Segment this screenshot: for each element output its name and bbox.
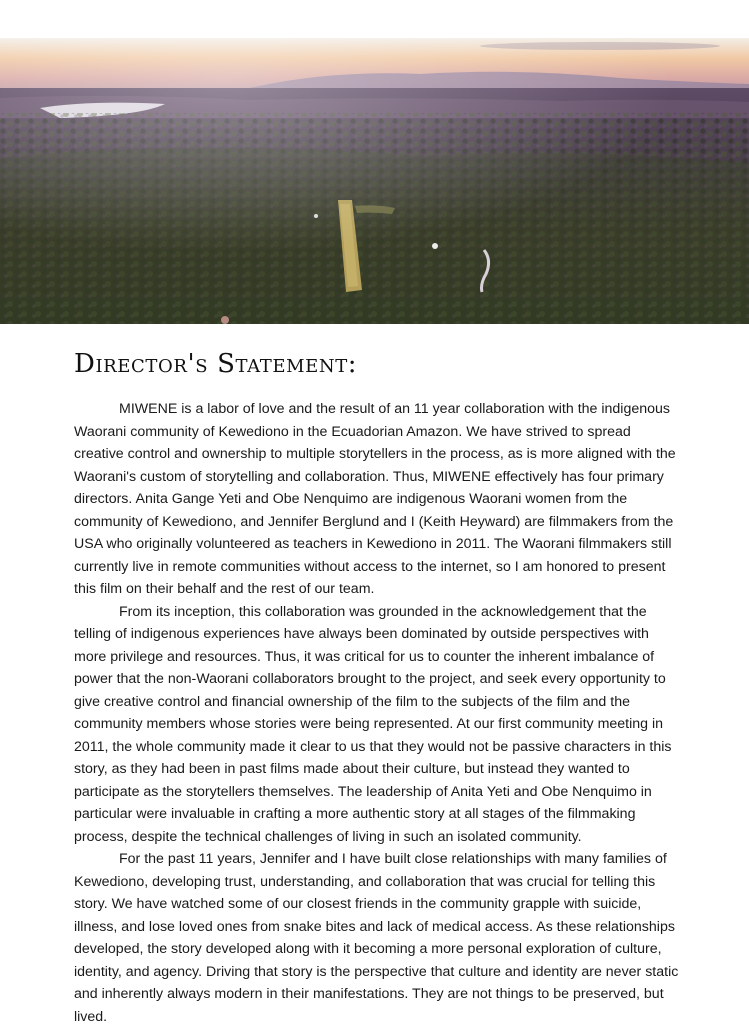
statement-paragraph-3: For the past 11 years, Jennifer and I have built close relationships with many families of Kewediono, developing trust, understanding, and collaboration that was crucial for telling this story. We have watched some of our closest friends in the community grapple with suicide, illness, and lose loved ones from snake bites and lack of medical access. As these relationships developed, the story developed along with it becoming a more personal exploration of culture, identity, and agency. Driving that story is the perspective that culture and identity are never static and inherently always modern in their manifestations. They are not things to be preserved, but lived. <box>74 851 679 1025</box>
hero-photo <box>0 38 749 324</box>
directors-statement <box>74 348 684 1028</box>
statement-paragraph-1: MIWENE is a labor of love and the result of an 11 year collaboration with the indigenous Waorani community of Kewediono in the Ecuadorian Amazon. We have strived to spread creative control and ownership to multiple storytellers in the process, as is more aligned with the Waorani's custom of storytelling and collaboration. Thus, MIWENE effectively has four primary directors. Anita Gange Yeti and Obe Nenquimo are indigenous Waorani women from the community of Kewediono, and Jennifer Berglund and I (Keith Heyward) are filmmakers from the USA who originally volunteered as teachers in Kewediono in 2011. The Waorani filmmakers still currently live in remote communities without access to the internet, so I am honored to present this film on their behalf and the rest of our team. <box>74 401 676 597</box>
aerial-rainforest-airstrip-photo <box>0 38 749 324</box>
statement-paragraph-2: From its inception, this collaboration was grounded in the acknowledgement that the telling of indigenous experiences have always been dominated by outside perspectives with more privilege and resources. Thus, it was critical for us to counter the inherent imbalance of power that the non-Waorani collaborators brought to the project, and seek every opportunity to give creative control and financial ownership of the film to the subjects of the film and the community members whose stories were being represented. At our first community meeting in 2011, the whole community made it clear to us that they would not be passive characters in this story, as they had been in past films made about their culture, but instead they wanted to participate as the storytellers themselves. The leadership of Anita Yeti and Obe Nenquimo in particular were invaluable in crafting a more authentic story at all stages of the filmmaking process, despite the technical challenges of living in such an isolated community. <box>74 603 672 845</box>
page-title: Director's Statement: <box>74 349 358 379</box>
